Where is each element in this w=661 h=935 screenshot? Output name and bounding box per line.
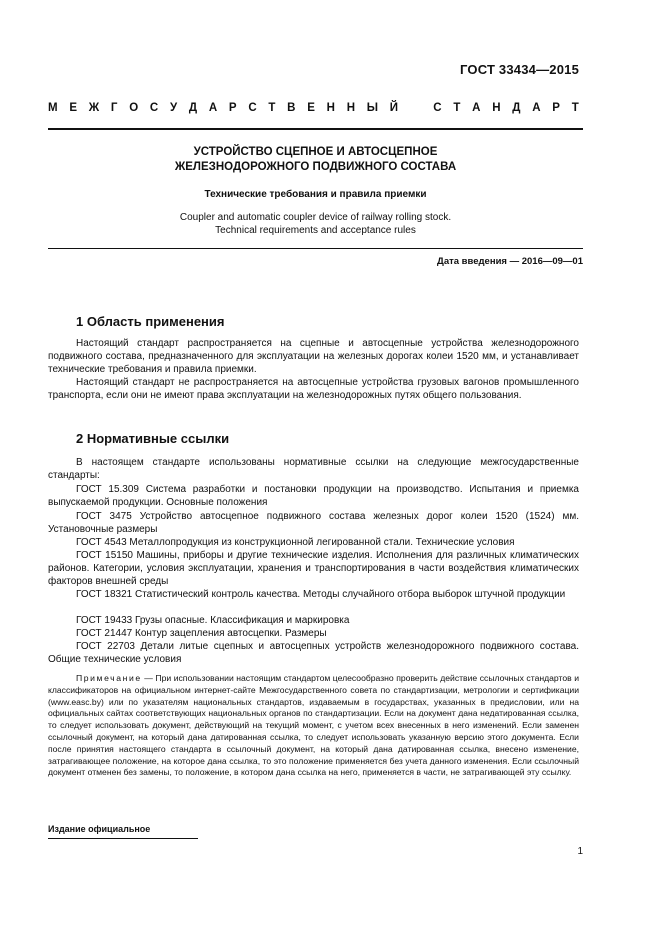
reference-item <box>48 627 579 640</box>
banner-letter: Н <box>326 102 335 114</box>
banner-letter: Д <box>188 102 198 114</box>
banner-letter: Н <box>492 102 501 114</box>
reference-item <box>48 483 579 509</box>
reference-text: ГОСТ 22703 Детали литые сцепных и автосцепных устройств железнодорожного подвижного состава. Общие технические условия <box>48 641 579 665</box>
reference-item <box>48 536 579 549</box>
banner-letter: С <box>149 102 159 114</box>
banner-letter: О <box>129 102 139 114</box>
paragraph-text: В настоящем стандарте использованы нормативные ссылки на следующие межгосударственные стандарты: <box>48 457 579 481</box>
reference-note <box>48 673 579 779</box>
banner-letter: А <box>532 102 541 114</box>
standard-number: ГОСТ 33434—2015 <box>460 62 579 77</box>
page-number: 1 <box>577 846 583 857</box>
banner-letter: Р <box>228 102 237 114</box>
banner-letter: Ы <box>366 102 379 114</box>
banner-letter: Е <box>69 102 78 114</box>
title-line-2: ЖЕЛЕЗНОДОРОЖНОГО ПОДВИЖНОГО СОСТАВА <box>174 161 457 173</box>
reference-item <box>48 614 579 627</box>
english-title-line-2: Technical requirements and acceptance rules <box>215 225 416 236</box>
reference-item <box>48 549 579 588</box>
title-line-1: УСТРОЙСТВО СЦЕПНОЕ И АВТОСЦЕПНОЕ <box>193 146 438 158</box>
banner-letter: М <box>48 102 58 114</box>
document-subtitle: Технические требования и правила приемки <box>204 189 427 200</box>
banner-letter: С <box>248 102 257 114</box>
reference-text: ГОСТ 21447 Контур зацепления автосцепки. Размеры <box>76 628 327 639</box>
official-edition-label: Издание официальное <box>48 824 151 834</box>
banner-letter: Т <box>453 102 461 114</box>
english-title-line-1: Coupler and automatic coupler device of railway rolling stock. <box>179 212 452 223</box>
banner-letter: Д <box>512 102 521 114</box>
note-label: Примечание <box>76 673 142 683</box>
reference-text: ГОСТ 15.309 Система разработки и постановки продукции на производство. Испытания и приемка выпускаемой продукции. Основные положения <box>48 484 579 508</box>
banner-letter: Т <box>571 102 579 114</box>
banner-letter: А <box>208 102 218 114</box>
section-1-paragraph-2 <box>48 376 579 402</box>
reference-text: ГОСТ 15150 Машины, приборы и другие технические изделия. Исполнения для различных климатических районов. Категории, условия эксплуатации, хранения и транспортирования в части воздействия климатических факторов внешней среды <box>48 550 579 587</box>
paragraph-text: Настоящий стандарт распространяется на сцепные и автосцепные устройства железнодорожного подвижного состава, предназначенного для эксплуатации на железных дорогах колеи 1520 мм, и устанавливает технические требования и правила приемки. <box>48 338 579 375</box>
section-1-paragraph-1 <box>48 337 579 376</box>
banner-letter: А <box>472 102 481 114</box>
paragraph-text: Настоящий стандарт не распространяется на автосцепные устройства грузовых вагонов промышленного транспорта, если они не имеют права эксплуатации на железнодорожных путях общего пользования. <box>48 377 579 401</box>
banner-letter: Е <box>307 102 315 114</box>
banner-letter: Ж <box>88 102 100 114</box>
banner-letter: С <box>433 102 442 114</box>
banner-letter: Р <box>552 102 560 114</box>
reference-text: ГОСТ 19433 Грузы опасные. Классификация и маркировка <box>76 615 350 626</box>
reference-item <box>48 588 579 601</box>
document-title <box>48 145 583 175</box>
reference-text: ГОСТ 3475 Устройство автосцепное подвижного состава железных дорог колеи 1520 (1524) мм. Установочные размеры <box>48 511 579 535</box>
interstate-standard-banner <box>48 102 579 116</box>
section-2-intro <box>48 456 579 482</box>
reference-item <box>48 510 579 536</box>
banner-letter: У <box>169 102 178 114</box>
banner-letter: Т <box>268 102 276 114</box>
header-rule <box>48 128 583 130</box>
note-text: — При использовании настоящим стандартом целесообразно проверить действие ссылочных стандартов и классификаторов на официальном интернет-сайте Межгосударственного совета по стандартизации, метрологии и сертификации (www.easc.by) или по указателям национальных стандартов, издаваемым в государствах, указанных в предисловии, или на официальных сайтах соответствующих национальных органов по стандартизации. Если на документ дана недатированная ссылка, то следует использовать документ, действующий на текущий момент, с учетом всех внесенных в него изменений. Если заменен ссылочный документ, на который дана датированная ссылка, то следует использовать указанную версию этого документа. Если после принятия настоящего стандарта в ссылочный документ, на который дана датированная ссылка, внесено изменение, затрагивающее положение, на которое дана ссылка, то это положение применяется без учета данного изменения. Если ссылочный документ отменен без замены, то положение, в котором дана ссылка на него, применяется в части, не затрагивающей эту ссылку. <box>48 673 579 778</box>
footer-rule <box>48 838 198 839</box>
banner-letter: В <box>287 102 296 114</box>
section-1-heading: 1 Область применения <box>76 314 225 329</box>
reference-text: ГОСТ 18321 Статистический контроль качества. Методы случайного отбора выборок штучной продукции <box>76 589 566 600</box>
reference-text: ГОСТ 4543 Металлопродукция из конструкционной легированной стали. Технические условия <box>76 537 515 548</box>
title-rule <box>48 248 583 249</box>
reference-item <box>48 640 579 666</box>
section-2-heading: 2 Нормативные ссылки <box>76 431 230 446</box>
introduction-date: Дата введения — 2016—09—01 <box>437 256 583 267</box>
banner-letter: Н <box>346 102 356 114</box>
english-title <box>48 211 583 237</box>
banner-letter: Й <box>389 102 399 114</box>
banner-letter: Г <box>110 102 118 114</box>
